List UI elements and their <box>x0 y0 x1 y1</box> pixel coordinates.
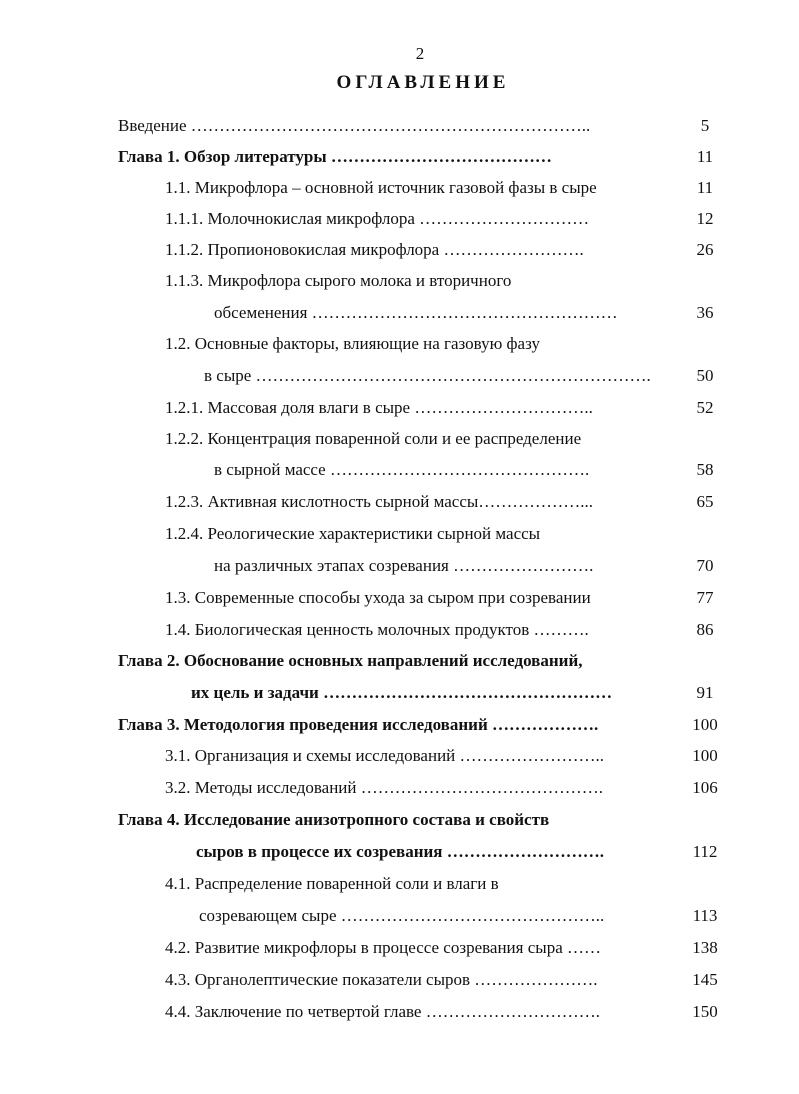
toc-entry-4-3: 4.3. Органолептические показатели сыров …………………. <box>165 970 598 989</box>
toc-page-number: 50 <box>696 366 714 385</box>
toc-entry-1-1-1: 1.1.1. Молочнокислая микрофлора ………………………… <box>165 209 590 228</box>
toc-entry-4-1: 4.1. Распределение поваренной соли и влаги в <box>165 874 499 893</box>
toc-entry-1-2: 1.2. Основные факторы, влияющие на газовую фазу <box>165 334 540 353</box>
page-number: 2 <box>415 44 425 63</box>
toc-entry-1-2-3: 1.2.3. Активная кислотность сырной массы………………... <box>165 492 594 511</box>
page-title: ОГЛАВЛЕНИЕ <box>336 72 510 93</box>
toc-entry-1-1-3: 1.1.3. Микрофлора сырого молока и вторичного <box>165 271 512 290</box>
toc-page-number: 58 <box>696 460 714 479</box>
toc-entry-1-1: 1.1. Микрофлора – основной источник газовой фазы в сыре <box>165 178 597 197</box>
toc-entry-4-1-cont: созревающем сыре ……………………………………….. <box>199 906 605 925</box>
toc-page-number: 36 <box>696 303 714 322</box>
toc-entry-3-1: 3.1. Организация и схемы исследований …………………….. <box>165 746 605 765</box>
toc-page-number: 150 <box>692 1002 718 1021</box>
toc-page-number: 11 <box>696 178 714 197</box>
toc-entry-3-2: 3.2. Методы исследований ……………………………………. <box>165 778 604 797</box>
toc-page-number: 70 <box>696 556 714 575</box>
toc-entry-4-2: 4.2. Развитие микрофлоры в процессе созревания сыра …… <box>165 938 601 957</box>
toc-page-number: 138 <box>692 938 718 957</box>
toc-entry-chapter-4: Глава 4. Исследование анизотропного состава и свойств <box>118 810 550 829</box>
toc-page-number: 86 <box>696 620 714 639</box>
toc-entry-1-2-2-cont: в сырной массе ………………………………………. <box>214 460 590 479</box>
toc-entry-1-2-1: 1.2.1. Массовая доля влаги в сыре ………………………….. <box>165 398 593 417</box>
toc-entry-1-2-4: 1.2.4. Реологические характеристики сырной массы <box>165 524 541 543</box>
toc-entry-1-2-2: 1.2.2. Концентрация поваренной соли и ее распределение <box>165 429 582 448</box>
toc-entry-1-2-cont: в сыре ……………………………………………………………. <box>204 366 651 385</box>
toc-entry-1-3: 1.3. Современные способы ухода за сыром при созревании <box>165 588 591 607</box>
toc-entry-1-4: 1.4. Биологическая ценность молочных продуктов ………. <box>165 620 589 639</box>
toc-page-number: 26 <box>696 240 714 259</box>
toc-page-number: 52 <box>696 398 714 417</box>
toc-entry-chapter-4-cont: сыров в процессе их созревания ………………………. <box>196 842 604 861</box>
toc-page-number: 100 <box>692 746 718 765</box>
toc-page-number: 106 <box>692 778 718 797</box>
toc-page-number: 100 <box>692 715 718 734</box>
toc-page-number: 91 <box>696 683 714 702</box>
toc-entry-1-1-3-cont: обсеменения ……………………………………………… <box>214 303 618 322</box>
toc-entry-1-1-2: 1.1.2. Пропионовокислая микрофлора ……………………. <box>165 240 584 259</box>
toc-entry-chapter-3: Глава 3. Методология проведения исследований ………………. <box>118 715 599 734</box>
toc-entry-chapter-2-cont: их цель и задачи …………………………………………… <box>191 683 613 702</box>
toc-page-number: 112 <box>692 842 718 861</box>
toc-page-number: 113 <box>692 906 718 925</box>
toc-entry-1-2-4-cont: на различных этапах созревания ……………………. <box>214 556 594 575</box>
toc-entry-introduction: Введение …………………………………………………………….. <box>118 116 591 135</box>
toc-page-number: 11 <box>696 147 714 166</box>
toc-entry-chapter-2: Глава 2. Обоснование основных направлений исследований, <box>118 651 583 670</box>
toc-entry-chapter-1: Глава 1. Обзор литературы ………………………………… <box>118 147 552 166</box>
toc-page-number: 145 <box>692 970 718 989</box>
toc-page-number: 12 <box>696 209 714 228</box>
toc-page-number: 77 <box>696 588 714 607</box>
toc-entry-4-4: 4.4. Заключение по четвертой главе …………………………. <box>165 1002 600 1021</box>
toc-page-number: 65 <box>696 492 714 511</box>
toc-page-number: 5 <box>700 116 710 135</box>
